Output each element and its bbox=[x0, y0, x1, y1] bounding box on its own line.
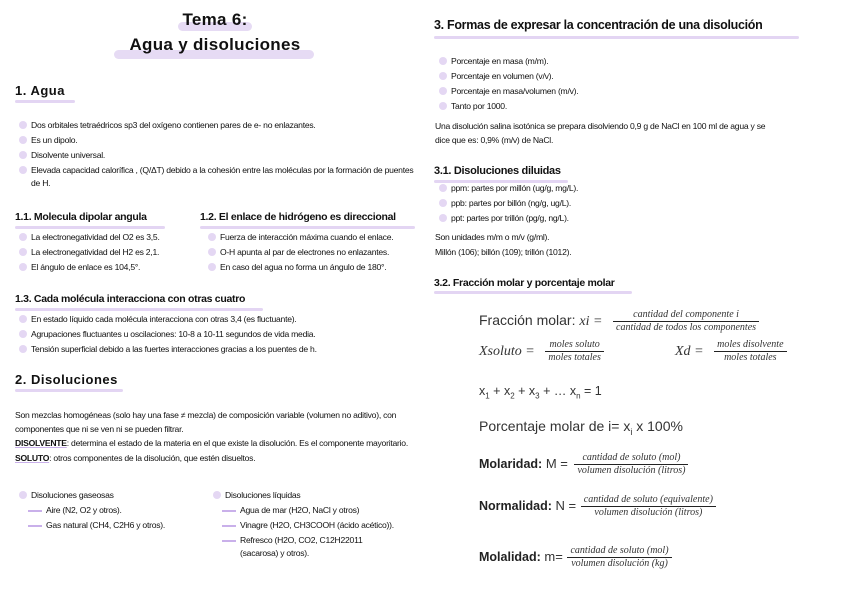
section-1-3-list bbox=[16, 313, 421, 356]
list-item: Vinagre (H2O, CH3COOH (ácido acético)). bbox=[220, 519, 425, 532]
liquid-solutions-label: Disoluciones líquidas bbox=[210, 489, 425, 502]
molar-percent-formula: Porcentaje molar de $i= x_i$ x 100% bbox=[479, 418, 683, 437]
normality-formula: Normalidad: N = $\frac{\text{cantidad de soluto (equivalente)}}{\text{volumen disolución (litros)}}$ bbox=[479, 494, 716, 519]
isotonic-note: Una disolución salina isotónica se prepara disolviendo 0,9 g de NaCl en 100 ml de agua y se dice que es: 0,9% (m/v) de NaCl. bbox=[435, 121, 766, 145]
list-item: Disolvente universal. bbox=[16, 149, 421, 162]
section-2-body bbox=[15, 409, 410, 465]
list-item: La electronegatividad del H2 es 2,1. bbox=[16, 246, 201, 259]
list-item: El ángulo de enlace es 104,5°. bbox=[16, 261, 201, 274]
section-1-2-heading: 1.2. El enlace de hidrógeno es direccional bbox=[200, 211, 396, 223]
section-3-list bbox=[436, 55, 766, 113]
soluto-definition: SOLUTO: otros componentes de la disolución, que estén disueltos. bbox=[15, 452, 256, 463]
list-item: La electronegatividad del O2 es 3,5. bbox=[16, 231, 201, 244]
section-2-heading: 2. Disoluciones bbox=[15, 372, 118, 387]
list-item: Fuerza de interacción máxima cuando el enlace. bbox=[205, 231, 425, 244]
title-line-1: Tema 6: bbox=[182, 10, 248, 29]
fraction-sum-formula: $x_1 + x_2 + x_3$ + … $x_n = 1$ bbox=[479, 384, 602, 401]
section-1-list bbox=[16, 119, 421, 190]
solvent-fraction-formula: Xd = $\frac{\text{moles disolvente}}{\text{moles totales}}$ bbox=[675, 339, 787, 364]
list-item: Elevada capacidad calorífica , (Q/ΔT) debido a la cohesión entre las moléculas por la formación de puentes de H. bbox=[16, 164, 416, 190]
section-1-heading: 1. Agua bbox=[15, 83, 65, 98]
list-item: Tanto por 1000. bbox=[436, 100, 766, 113]
section-1-1-list bbox=[16, 231, 201, 274]
section-3-heading: 3. Formas de expresar la concentración de una disolución bbox=[434, 18, 763, 32]
list-item: ppm: partes por millón (ug/g, mg/L). bbox=[436, 182, 736, 195]
solute-fraction-formula: Xsoluto = $\frac{\text{moles soluto}}{\text{moles totales}}$ bbox=[479, 339, 604, 364]
section-1-3-heading: 1.3. Cada molécula interacciona con otras cuatro bbox=[15, 293, 246, 305]
gas-solutions bbox=[16, 489, 206, 532]
definition-paragraph: Son mezclas homogéneas (solo hay una fase ≠ mezcla) de composición variable (volumen no aditivo), con componentes que ni se ven ni se pueden filtrar. bbox=[15, 410, 397, 434]
section-3-2-heading: 3.2. Fracción molar y porcentaje molar bbox=[434, 277, 615, 289]
list-item: En caso del agua no forma un ángulo de 180°. bbox=[205, 261, 425, 274]
powers-line: Millón (106); billón (109); trillón (1012). bbox=[435, 247, 572, 257]
section-1-2-list bbox=[205, 231, 425, 274]
list-item: Porcentaje en volumen (v/v). bbox=[436, 70, 766, 83]
list-item: Agua de mar (H2O, NaCl y otros) bbox=[220, 504, 425, 517]
list-item: O-H apunta al par de electrones no enlazantes. bbox=[205, 246, 425, 259]
list-item: ppt: partes por trillón (pg/g, ng/L). bbox=[436, 212, 736, 225]
list-item: Refresco (H2O, CO2, C12H22011 (sacarosa) y otros). bbox=[220, 534, 390, 560]
units-line: Son unidades m/m o m/v (g/ml). bbox=[435, 232, 550, 242]
title-line-2: Agua y disoluciones bbox=[129, 35, 301, 54]
list-item: Es un dipolo. bbox=[16, 134, 421, 147]
section-1-1-heading: 1.1. Molecula dipolar angula bbox=[15, 211, 147, 223]
list-item: En estado líquido cada molécula interacciona con otras 3,4 (es fluctuante). bbox=[16, 313, 421, 326]
liquid-solutions bbox=[210, 489, 425, 560]
page-title bbox=[100, 10, 330, 55]
list-item: Gas natural (CH4, C2H6 y otros). bbox=[26, 519, 206, 532]
list-item: Tensión superficial debido a las fuertes interacciones gracias a los puentes de h. bbox=[16, 343, 421, 356]
molarity-formula: Molaridad: M = $\frac{\text{cantidad de soluto (mol)}}{\text{volumen disolución (litros)}}$ bbox=[479, 452, 688, 477]
molality-formula: Molalidad: m= $\frac{\text{cantidad de soluto (mol)}}{\text{volumen disolución (kg)}}$ bbox=[479, 545, 672, 570]
molar-fraction-formula: Fracción molar: xi = $\frac{\text{cantidad del componente i}}{\text{cantidad de todos los componentes}}$ bbox=[479, 309, 759, 334]
list-item: Aire (N2, O2 y otros). bbox=[26, 504, 206, 517]
list-item: Porcentaje en masa (m/m). bbox=[436, 55, 766, 68]
section-3-1-list bbox=[436, 182, 736, 225]
disolvente-definition: DISOLVENTE: determina el estado de la materia en el que existe la disolución. Es el componente mayoritario. bbox=[15, 438, 408, 448]
list-item: Dos orbitales tetraédricos sp3 del oxígeno contienen pares de e- no enlazantes. bbox=[16, 119, 421, 132]
list-item: Porcentaje en masa/volumen (m/v). bbox=[436, 85, 766, 98]
list-item: Agrupaciones fluctuantes u oscilaciones: 10-8 a 10-11 segundos de vida media. bbox=[16, 328, 421, 341]
section-3-1-heading: 3.1. Disoluciones diluidas bbox=[434, 165, 561, 177]
list-item: ppb: partes por billón (ng/g, ug/L). bbox=[436, 197, 736, 210]
gas-solutions-label: Disoluciones gaseosas bbox=[16, 489, 206, 502]
